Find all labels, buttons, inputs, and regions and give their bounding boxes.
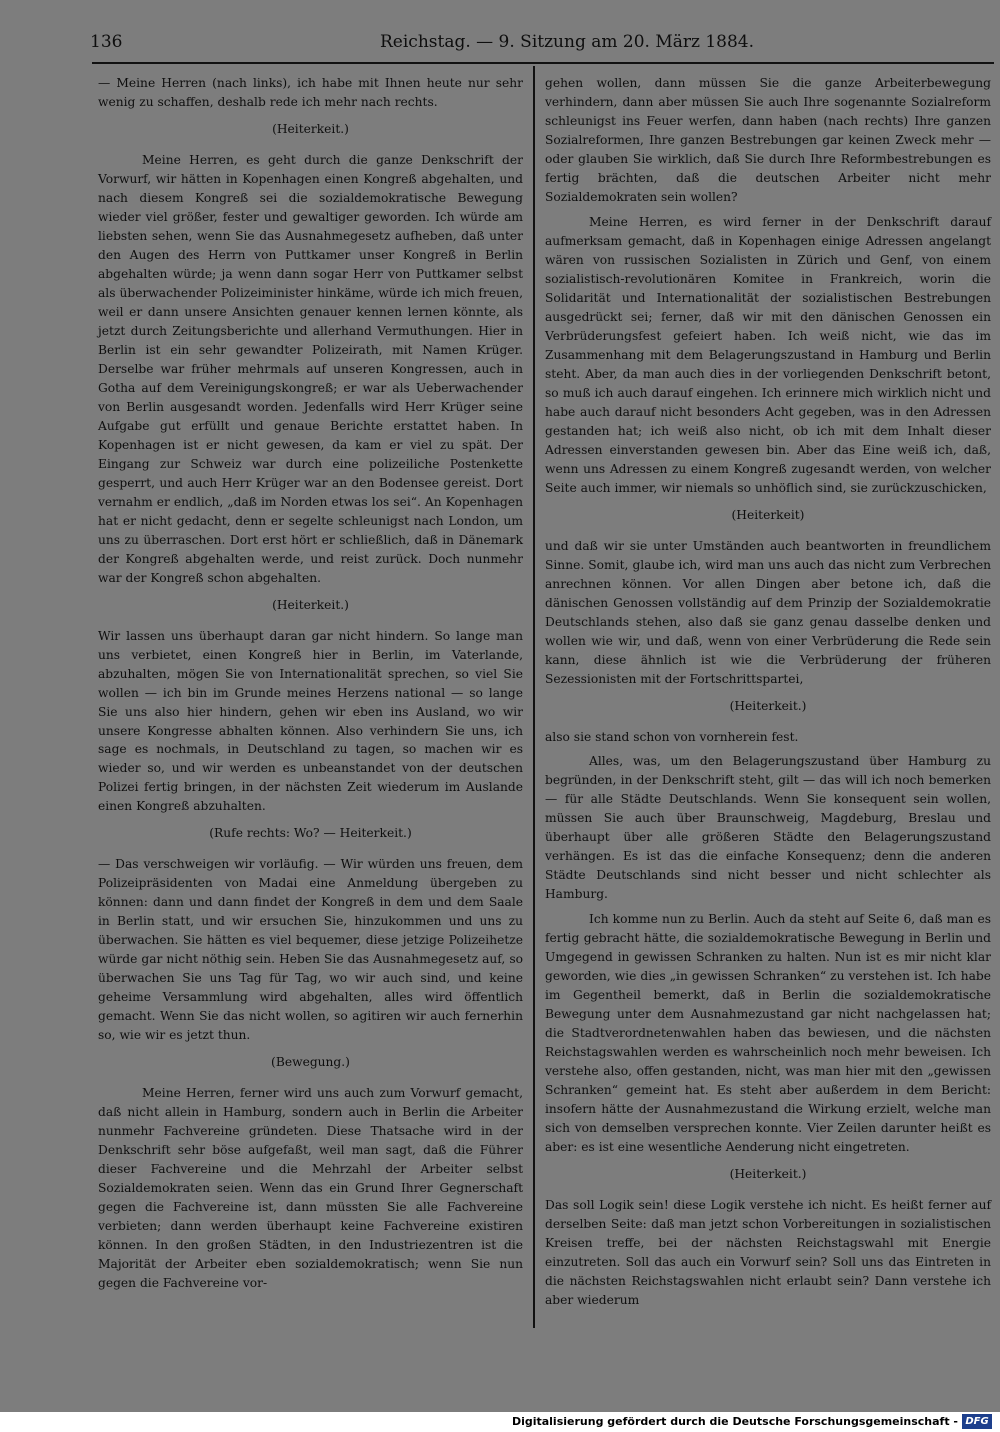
document-page: [84, 26, 994, 1412]
interjection: (Heiterkeit): [731, 507, 805, 522]
digitization-footer: [0, 1412, 1000, 1432]
paragraph: Meine Herren, ferner wird uns auch zum Vorwurf gemacht, daß nicht allein in Hamburg, sondern auch in Berlin die Arbeiter nunmehr Fachvereine gründeten. Diese Thatsache wird in der Denkschrift sehr böse aufgefaßt, weil man sagt, daß die Führer dieser Fachvereine und die Mehrzahl der Arbeiter selbst Sozialdemokraten seien. Wenn das ein Grund Ihrer Gegnerschaft gegen die Fachvereine ist, dann müssten Sie alle Fachvereine verbieten; dann werden überhaupt keine Fachvereine existiren können. In den großen Städten, in den Industriezentren ist die Majorität der Arbeiter eben sozialdemokratisch; wenn Sie nun gegen die Fachvereine vor-: [98, 1086, 523, 1291]
interjection: (Heiterkeit.): [272, 597, 349, 612]
page-header: [90, 30, 755, 54]
interjection: (Heiterkeit.): [729, 698, 807, 713]
paragraph: Das soll Logik sein! diese Logik verstehe ich nicht. Es heißt ferner auf derselben Seite: daß man jetzt schon Vorbereitungen in sozialistischen Kreisen treffe, bei der nächsten Reichstagswahl mit Energie einzutreten. Soll das auch ein Vorwurf sein? Soll uns das Eintreten in die nächsten Reichstagswahlen nicht erlaubt sein? Dann verstehe ich aber wiederum: [545, 1198, 991, 1308]
paragraph: Ich komme nun zu Berlin. Auch da steht auf Seite 6, daß man es fertig gebracht hätte, die sozialdemokratische Bewegung in Berlin und Umgegend in gewissen Schranken zu halten. Nun ist es mir nicht klar geworden, wie dies „in gewissen Schranken“ zu verstehen ist. Ich habe im Gegentheil bemerkt, daß in Berlin die sozialdemokratische Bewegung unter dem Ausnahmezustand gar nicht nachgelassen hat; die Stadtverordnetenwahlen haben das bewiesen, und die nächsten Reichstagswahlen werden es wahrscheinlich noch mehr beweisen. Ich verstehe also, offen gestanden, nicht, was man hier mit den „gewissen Schranken“ gemeint hat. Es steht aber außerdem in dem Bericht: insofern hätte der Ausnahmezustand die Wirkung erzielt, welche man sich von demselben versprechen konnte. Vier Zeilen darunter heißt es aber: es ist eine wesentliche Aenderung nicht eingetreten.: [545, 912, 991, 1155]
left-column: [98, 74, 523, 1299]
paragraph: — Meine Herren (nach links), ich habe mit Ihnen heute nur sehr wenig zu schaffen, deshalb rede ich mehr nach rechts.: [98, 76, 523, 109]
interjection: (Heiterkeit.): [729, 1167, 807, 1182]
dfg-logo: DFG: [962, 1414, 992, 1429]
paragraph: Wir lassen uns überhaupt daran gar nicht hindern. So lange man uns verbietet, einen Kongreß hier in Berlin, im Vaterlande, abzuhalten, mögen Sie von Internationalität sprechen, so viel Sie wollen — ich bin im Grunde meines Herzens national — so lange Sie uns also hier hindern, gehen wir eben ins Ausland, wo wir unsere Kongresse abhalten können. Also verhindern Sie uns, ich sage es nochmals, in Deutschland zu tagen, so machen wir es wieder so, und wir werden es unbeanstandet von der deutschen Polizei fertig bringen, in der nächsten Zeit wiederum im Auslande einen Kongreß abzuhalten.: [98, 628, 523, 814]
paragraph: Meine Herren, es geht durch die ganze Denkschrift der Vorwurf, wir hätten in Kopenhagen einen Kongreß abgehalten, und nach diesem Kongreß sei die sozialdemokratische Bewegung wieder viel größer, fester und gewaltiger geworden. Ich würde am liebsten sehen, wenn Sie das Ausnahmegesetz aufheben, daß unter den Augen des Herrn von Puttkamer unser Kongreß in Berlin abgehalten würde; ja wenn dann sogar Herr von Puttkamer selbst als überwachender Polizeiminister hinkäme, würde ich mich freuen, weil er dann unsere Ansichten genauer kennen lernen könnte, als jetzt durch Zeitungsberichte und allerhand Vermuthungen. Hier in Berlin ist ein sehr gewandter Polizeirath, mit Namen Krüger. Derselbe war früher mehrmals auf unseren Kongressen, auch in Gotha auf dem Vereinigungskongreß; er war als Ueberwachender von Berlin ausgesandt worden. Jedenfalls wird Herr Krüger seine Aufgabe gut erfüllt und genaue Berichte erstattet haben. In Kopenhagen ist er nicht gewesen, da kam er viel zu spät. Der Eingang zur Schweiz war durch eine polizeiliche Postenkette gesperrt, und auch Herr Krüger war an den Bodensee gereist. Dort vernahm er endlich, „daß im Norden etwas los sei“. An Kopenhagen hat er nicht gedacht, denn er segelte schleunigst nach London, um uns zu überraschen. Dort erst hört er schließlich, daß in Dänemark der Kongreß abgehalten werde, und reist zurück. Doch nunmehr war der Kongreß schon abgehalten.: [98, 152, 523, 585]
header-rule: [92, 62, 994, 64]
paragraph: Alles, was, um den Belagerungszustand über Hamburg zu begründen, in der Denkschrift steht, gilt — das will ich noch bemerken — für alle Städte Deutschlands. Wenn Sie konsequent sein wollen, müssen Sie auch über Braunschweig, Magdeburg, Breslau und überhaupt über alle größeren Städte den Belagerungszustand verhängen. Es ist das die einfache Konsequenz; denn die anderen Städte Deutschlands sind nicht besser und nicht schlechter als Hamburg.: [545, 754, 991, 902]
paragraph: Meine Herren, es wird ferner in der Denkschrift darauf aufmerksam gemacht, daß in Kopenhagen einige Adressen angelangt wären von russischen Sozialisten in Zürich und Genf, von einem sozialistisch-revolutionären Komitee in Frankreich, worin die Solidarität und Internationalität der sozialistischen Bestrebungen ausgedrückt sei; ferner, daß wir mit den dänischen Genossen ein Verbrüderungsfest gefeiert haben. Ich weiß nicht, wie das im Zusammenhang mit dem Belagerungszustand in Hamburg und Berlin steht. Aber, da man auch dies in der vorliegenden Denkschrift betont, so muß ich auch darauf eingehen. Ich erinnere mich wirklich nicht und habe auch darauf nicht besonders Acht gegeben, was in den Adressen gestanden hat; ich weiß also nicht, ob ich mit dem Inhalt dieser Adressen einverstanden gewesen bin. Aber das Eine weiß ich, daß, wenn uns Adressen zu einem Kongreß zugesandt werden, von welcher Seite auch immer, wir niemals so unhöflich sind, sie zurückzuschicken,: [545, 214, 991, 495]
paragraph: gehen wollen, dann müssen Sie die ganze Arbeiterbewegung verhindern, dann aber müssen Sie auch Ihre sogenannte Sozialreform schleunigst ins Feuer werfen, dann haben (nach rechts) Ihre ganzen Sozialreformen, Ihre ganzen Bestrebungen gar keinen Zweck mehr — oder glauben Sie wirklich, daß Sie durch Ihre Reformbestrebungen es fertig brächten, daß die deutschen Arbeiter nicht mehr Sozialdemokraten sein wollen?: [545, 76, 991, 204]
funding-note: Digitalisierung gefördert durch die Deutsche Forschungsgemeinschaft -: [511, 1415, 958, 1428]
right-column: [545, 74, 991, 1316]
page-number: 136: [90, 32, 123, 52]
paragraph: also sie stand schon von vornherein fest.: [545, 729, 799, 744]
interjection: (Rufe rechts: Wo? — Heiterkeit.): [209, 826, 412, 841]
paragraph: und daß wir sie unter Umständen auch beantworten in freundlichem Sinne. Somit, glaube ich, wird man uns auch das nicht zum Verbrechen anrechnen können. Vor allen Dingen aber betone ich, daß die dänischen Genossen vollständig auf dem Prinzip der Sozialdemokratie Deutschlands stehen, also daß sie ganz genau dasselbe denken und wollen wie wir, und daß, wenn von einer Verbrüderung die Rede sein kann, diese ähnlich ist wie die Verbrüderung der früheren Sezessionisten mit der Fortschrittspartei,: [545, 538, 991, 686]
column-divider: [533, 66, 535, 1328]
interjection: (Bewegung.): [271, 1055, 350, 1070]
running-title: Reichstag. — 9. Sitzung am 20. März 1884.: [380, 32, 755, 52]
paragraph: — Das verschweigen wir vorläufig. — Wir würden uns freuen, dem Polizeipräsidenten von Madai eine Anmeldung übergeben zu können: dann und dann findet der Kongreß in dem und dem Saale in Berlin statt, und wir ersuchen Sie, hinzukommen und uns zu überwachen. Sie hätten es viel bequemer, diese jetzige Polizeihetze würde gar nicht nöthig sein. Heben Sie das Ausnahmegesetz auf, so überwachen Sie uns Tag für Tag, wo wir auch sind, und keine geheime Versammlung wird abgehalten, alles wird öffentlich gemacht. Wenn Sie das nicht wollen, so agitiren wir auch fernerhin so, wie wir es jetzt thun.: [98, 857, 523, 1043]
interjection: (Heiterkeit.): [272, 121, 349, 136]
